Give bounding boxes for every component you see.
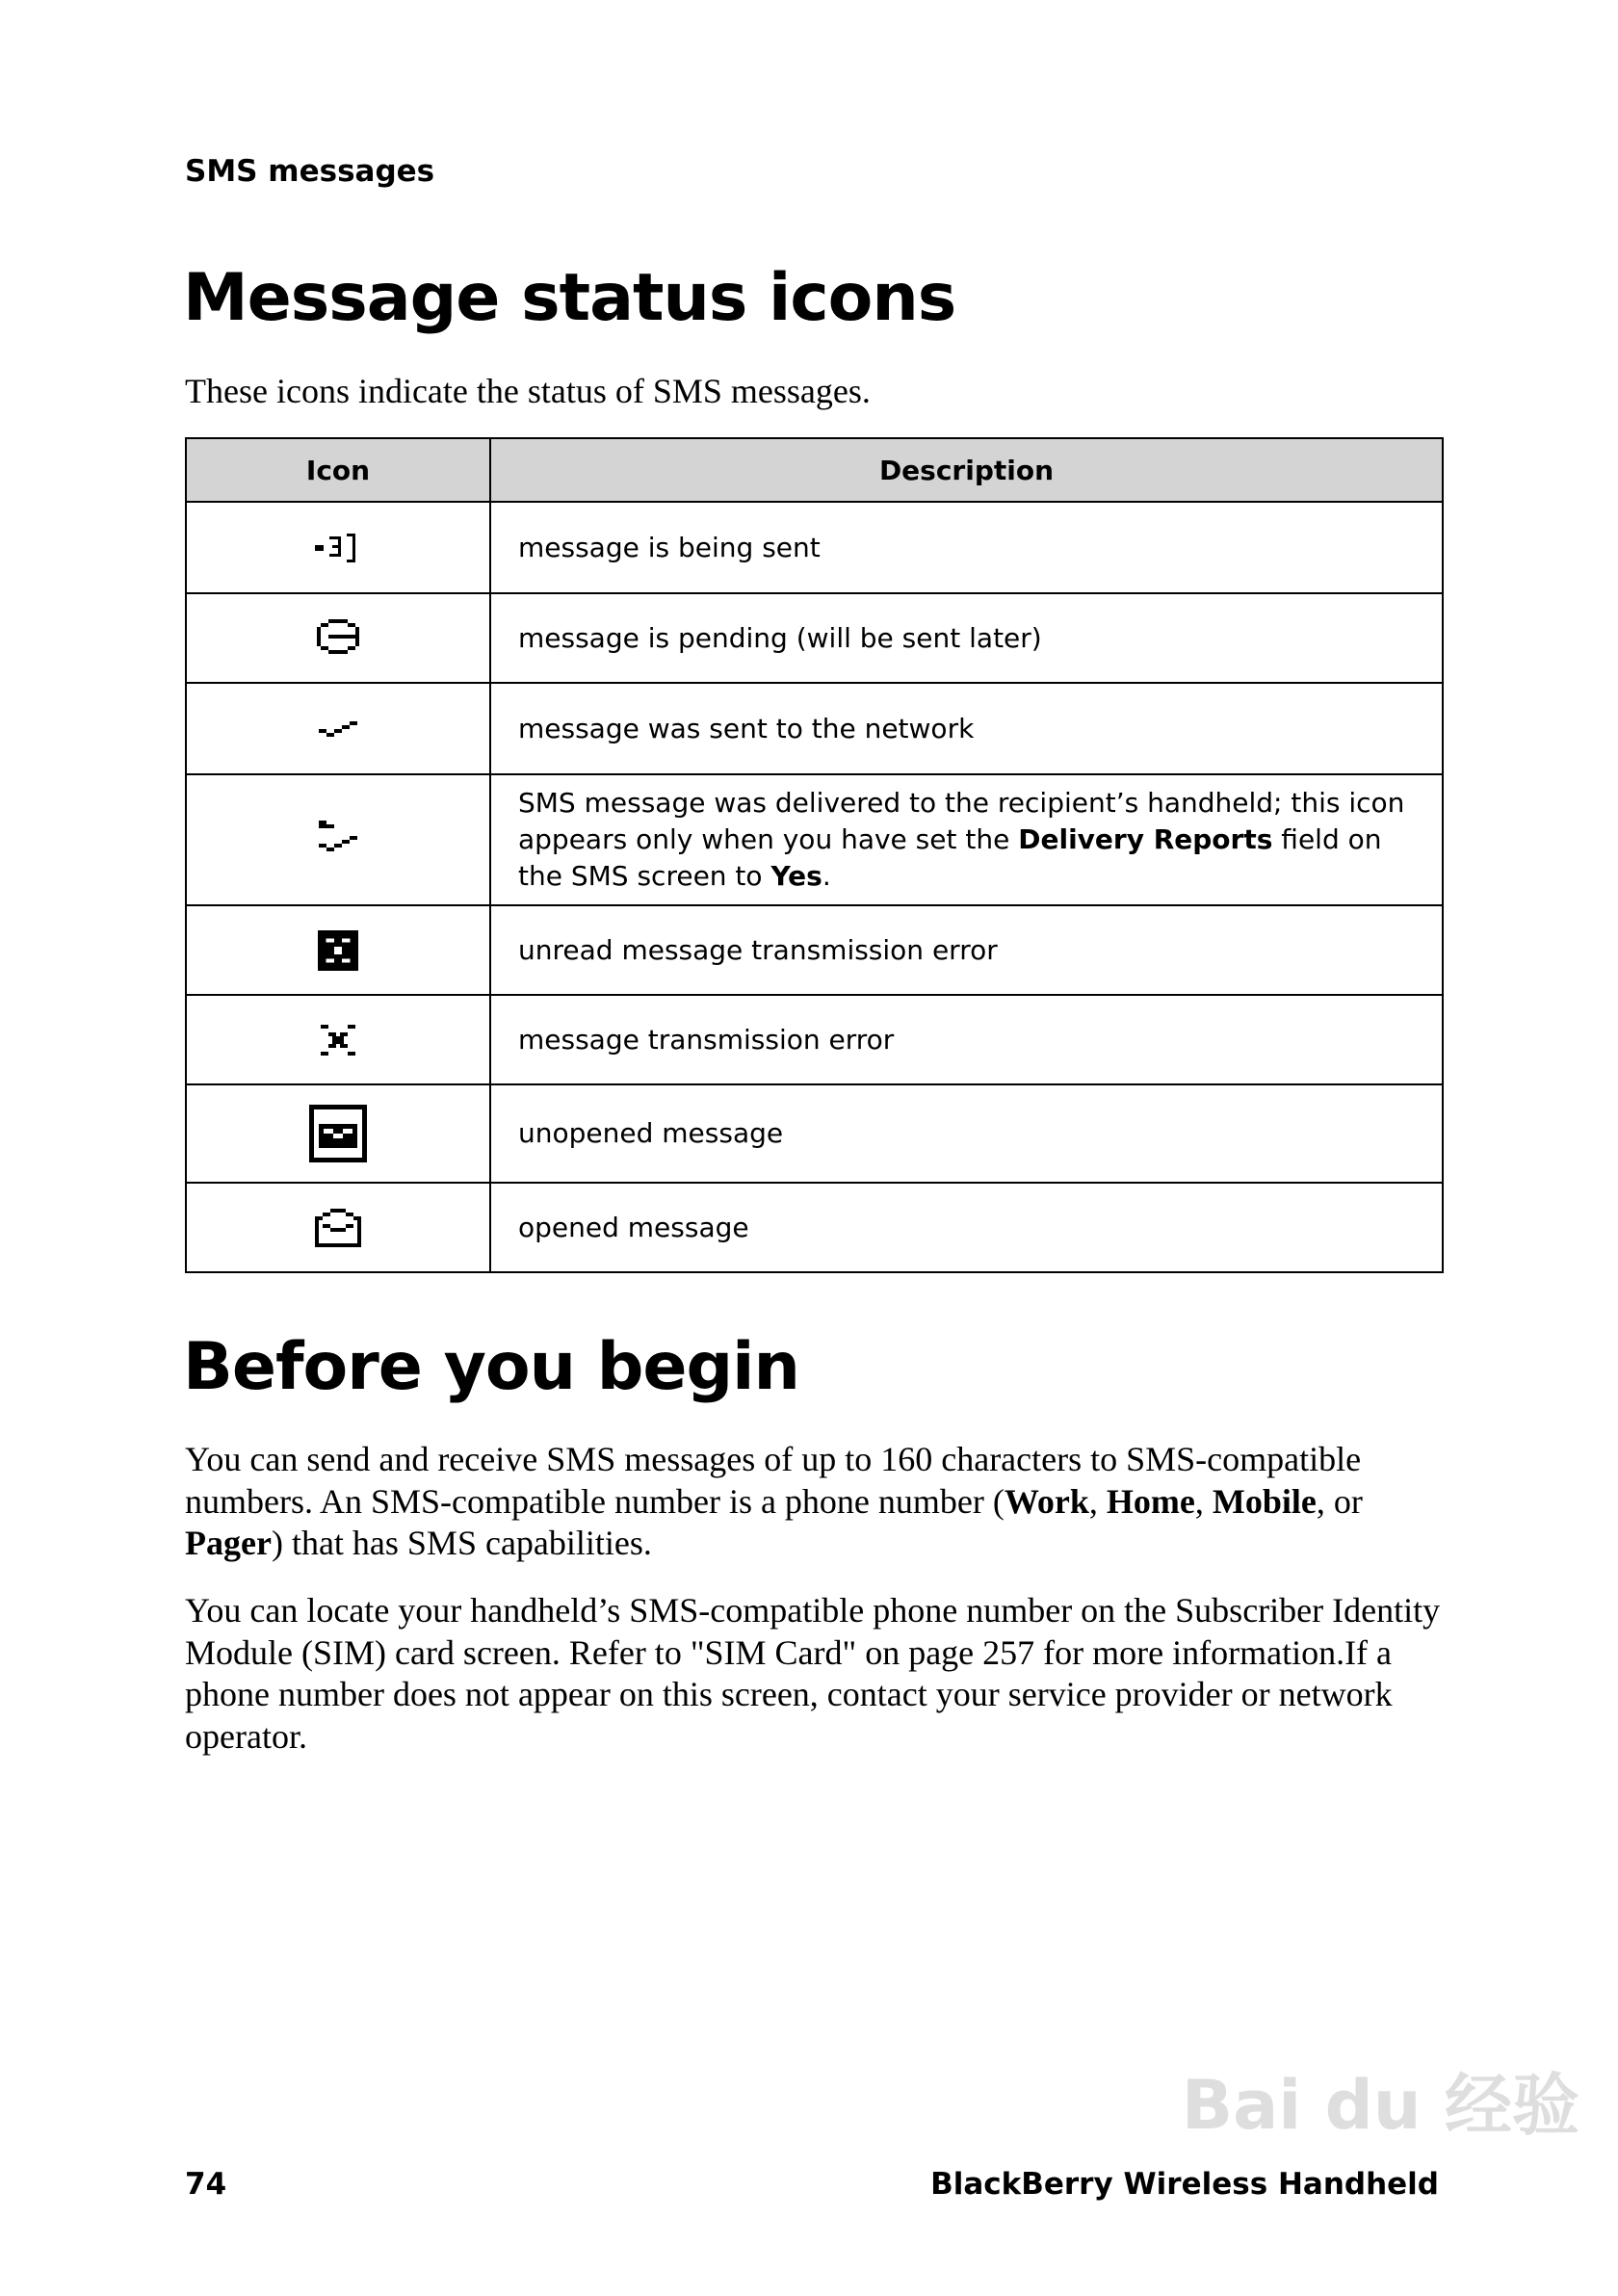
table-row	[186, 774, 1443, 905]
delivered-check-icon	[319, 821, 357, 859]
intro-text: These icons indicate the status of SMS messages.	[185, 372, 871, 410]
table-row	[186, 683, 1443, 774]
checkmark-icon	[319, 714, 357, 744]
unread-error-icon	[318, 930, 358, 971]
row-description: message was sent to the network	[490, 683, 1443, 774]
row-description: message is pending (will be sent later)	[490, 593, 1443, 683]
running-head: SMS messages	[185, 154, 435, 189]
header-description: Description	[490, 438, 1443, 502]
row-description: message transmission error	[490, 995, 1443, 1084]
table-row	[186, 593, 1443, 683]
row-description: unopened message	[490, 1084, 1443, 1183]
table-header-row	[186, 438, 1443, 502]
status-icons-table	[185, 437, 1444, 1273]
table-row	[186, 995, 1443, 1084]
header-icon: Icon	[186, 438, 490, 502]
error-x-icon	[321, 1025, 355, 1056]
row-description: opened message	[490, 1183, 1443, 1272]
paragraph-sim-card: You can locate your handheld’s SMS-compatible phone number on the Subscriber Identity Module (SIM) card screen. Refer to "SIM Card" on page 257 for more information.If a phone number does not appear on this screen, contact your service provider or network operator.	[185, 1591, 1441, 1756]
unopened-envelope-icon	[309, 1105, 367, 1162]
pending-clock-icon	[317, 619, 359, 658]
section-title-before-you-begin: Before you begin	[183, 1329, 799, 1405]
page-number: 74	[185, 2167, 227, 2202]
row-description: SMS message was delivered to the recipient’s handheld; this icon appears only when you have set the Delivery Reports field on the SMS screen to Yes.	[490, 774, 1443, 905]
section-title-status-icons: Message status icons	[183, 260, 956, 336]
table-row	[186, 502, 1443, 593]
sending-icon	[314, 531, 362, 565]
table-row	[186, 1183, 1443, 1272]
row-description: unread message transmission error	[490, 905, 1443, 995]
watermark-logo: Bai du 经验	[1181, 2066, 1579, 2145]
opened-envelope-icon	[315, 1209, 361, 1247]
paragraph-sms-limits: You can send and receive SMS messages of up to 160 characters to SMS-compatible numbers. An SMS-compatible number is a phone number (Work, Home, Mobile, or Pager) that has SMS capabilities.	[185, 1440, 1363, 1562]
table-row	[186, 905, 1443, 995]
row-description: message is being sent	[490, 502, 1443, 593]
book-title: BlackBerry Wireless Handheld	[930, 2167, 1439, 2202]
table-row	[186, 1084, 1443, 1183]
